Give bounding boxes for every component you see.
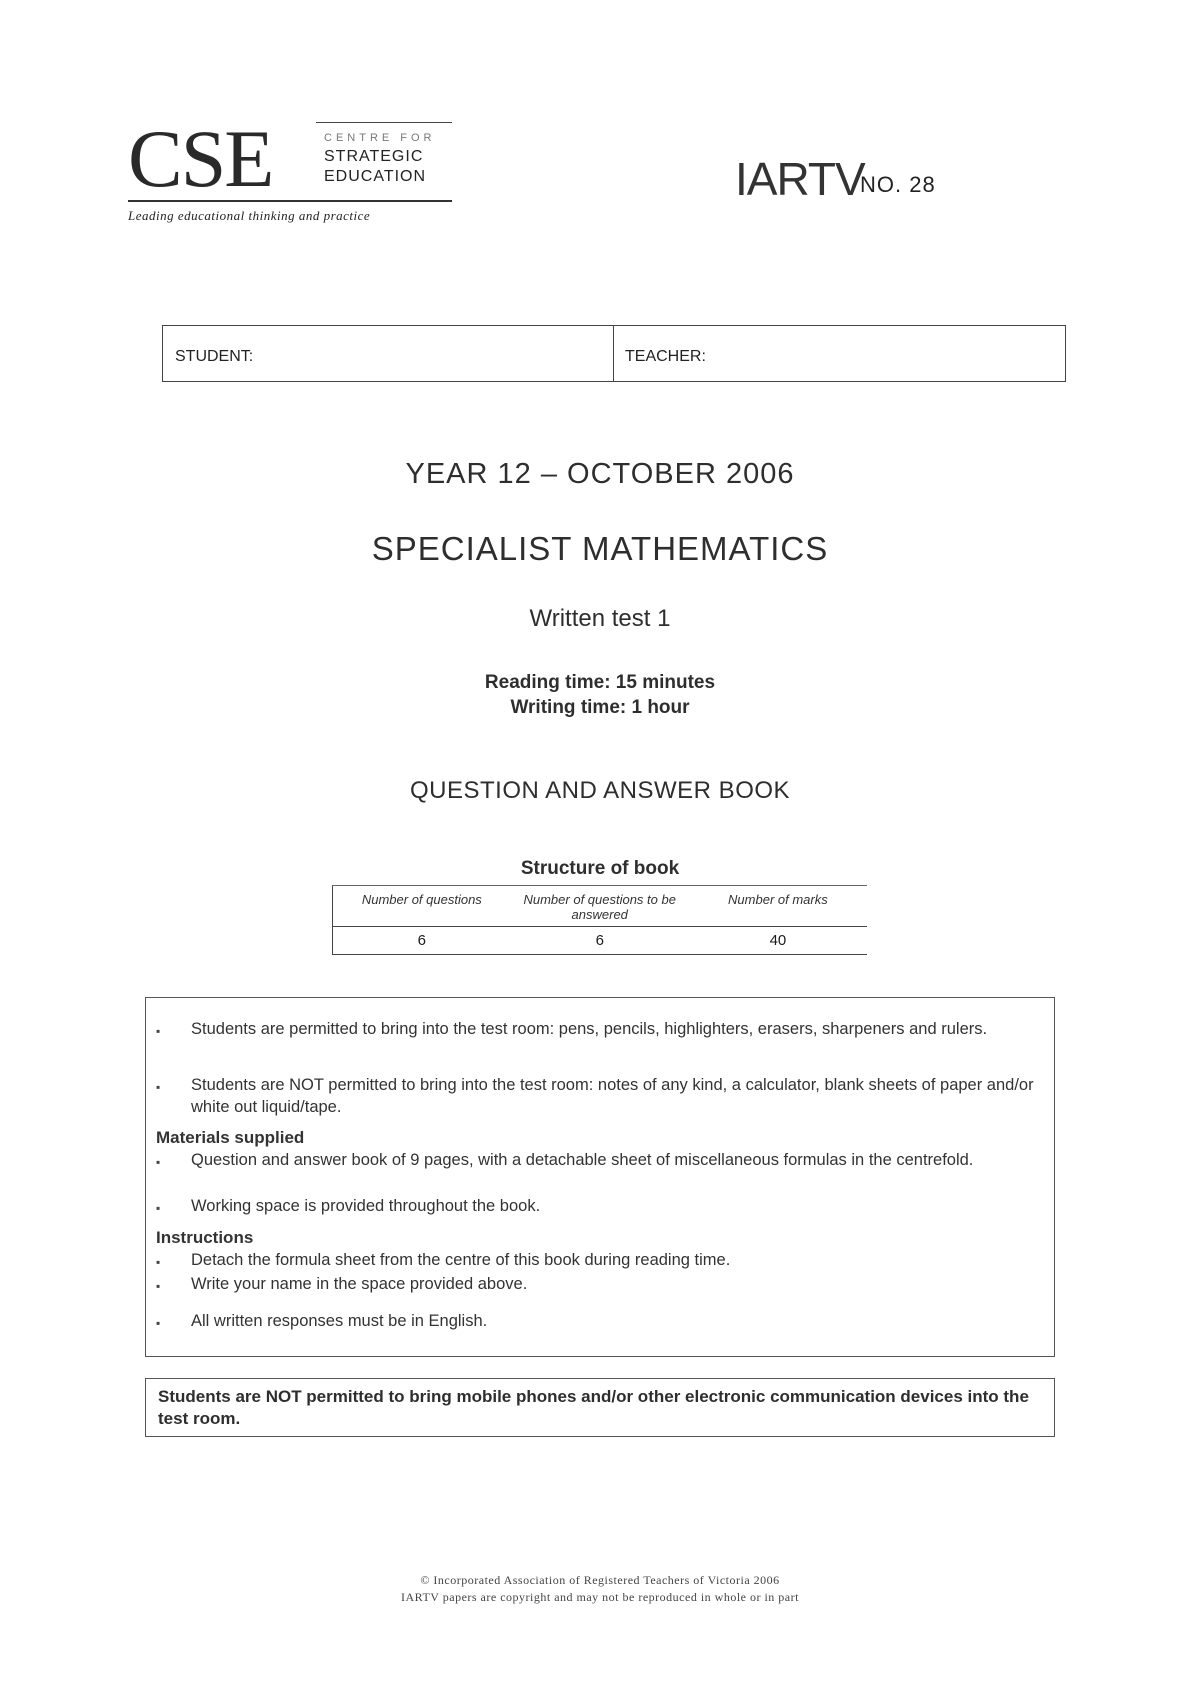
exam-year: YEAR 12 – OCTOBER 2006 — [405, 458, 795, 490]
bullet-icon: ▪ — [156, 1255, 161, 1269]
logo-line-3: EDUCATION — [324, 168, 427, 185]
bullet-icon: ▪ — [156, 1316, 161, 1330]
logo-tagline: Leading educational thinking and practice — [128, 208, 371, 223]
materials-item: Question and answer book of 9 pages, with a detachable sheet of miscellaneous formulas in the centrefold. — [191, 1151, 974, 1169]
logo-line-2: STRATEGIC — [324, 148, 424, 165]
test-name: Written test 1 — [529, 605, 671, 632]
structure-table — [332, 885, 867, 955]
structure-header: Number of questions — [333, 886, 511, 927]
logo-rule — [316, 122, 452, 123]
bullet-icon: ▪ — [156, 1201, 161, 1215]
instructions-box — [145, 997, 1055, 1357]
student-teacher-box — [162, 325, 1066, 382]
iartv-mark: IARTV — [735, 153, 865, 205]
phone-warning-box — [145, 1378, 1055, 1437]
teacher-label: TEACHER: — [625, 348, 706, 365]
copyright-line: © Incorporated Association of Registered Teachers of Victoria 2006 — [420, 1573, 780, 1587]
logo-rule — [128, 200, 452, 202]
bullet-icon: ▪ — [156, 1279, 161, 1293]
logo-letters: CSE — [128, 113, 273, 204]
phone-warning-text: Students are NOT permitted to bring mobile phones and/or other electronic communication devices into the test room. — [158, 1387, 1029, 1428]
table-row — [333, 927, 868, 955]
materials-heading: Materials supplied — [156, 1128, 305, 1147]
cse-logo — [128, 113, 458, 228]
table-cell: 40 — [689, 927, 867, 955]
instruction-item: Write your name in the space provided above. — [191, 1275, 528, 1293]
bullet-icon: ▪ — [156, 1024, 161, 1038]
table-cell: 6 — [333, 927, 511, 955]
materials-item: Working space is provided throughout the book. — [191, 1197, 541, 1215]
bullet-icon: ▪ — [156, 1080, 161, 1094]
instructions-heading: Instructions — [156, 1228, 254, 1247]
book-title: QUESTION AND ANSWER BOOK — [409, 777, 791, 804]
table-cell: 6 — [511, 927, 689, 955]
instruction-item: Detach the formula sheet from the centre of this book during reading time. — [191, 1251, 731, 1269]
structure-title: Structure of book — [520, 858, 680, 879]
reading-time: Reading time: 15 minutes — [484, 672, 716, 693]
paper-number: NO. 28 — [860, 172, 936, 197]
permitted-text: Students are permitted to bring into the test room: pens, pencils, highlighters, erasers, sharpeners and rulers. — [191, 1020, 988, 1038]
student-label: STUDENT: — [175, 348, 254, 365]
instruction-item: All written responses must be in English. — [191, 1312, 488, 1330]
name-box-divider — [613, 326, 614, 381]
copyright-notice: IARTV papers are copyright and may not be reproduced in whole or in part — [401, 1590, 799, 1604]
writing-time: Writing time: 1 hour — [510, 697, 690, 718]
not-permitted-text: Students are NOT permitted to bring into the test room: notes of any kind, a calculator, blank sheets of paper and/or white out liquid/tape. — [191, 1076, 1034, 1116]
bullet-icon: ▪ — [156, 1155, 161, 1169]
structure-header: Number of questions to be answered — [511, 886, 689, 927]
structure-header: Number of marks — [689, 886, 867, 927]
subject-title: SPECIALIST MATHEMATICS — [371, 530, 829, 567]
logo-line-1: CENTRE FOR — [324, 132, 436, 144]
